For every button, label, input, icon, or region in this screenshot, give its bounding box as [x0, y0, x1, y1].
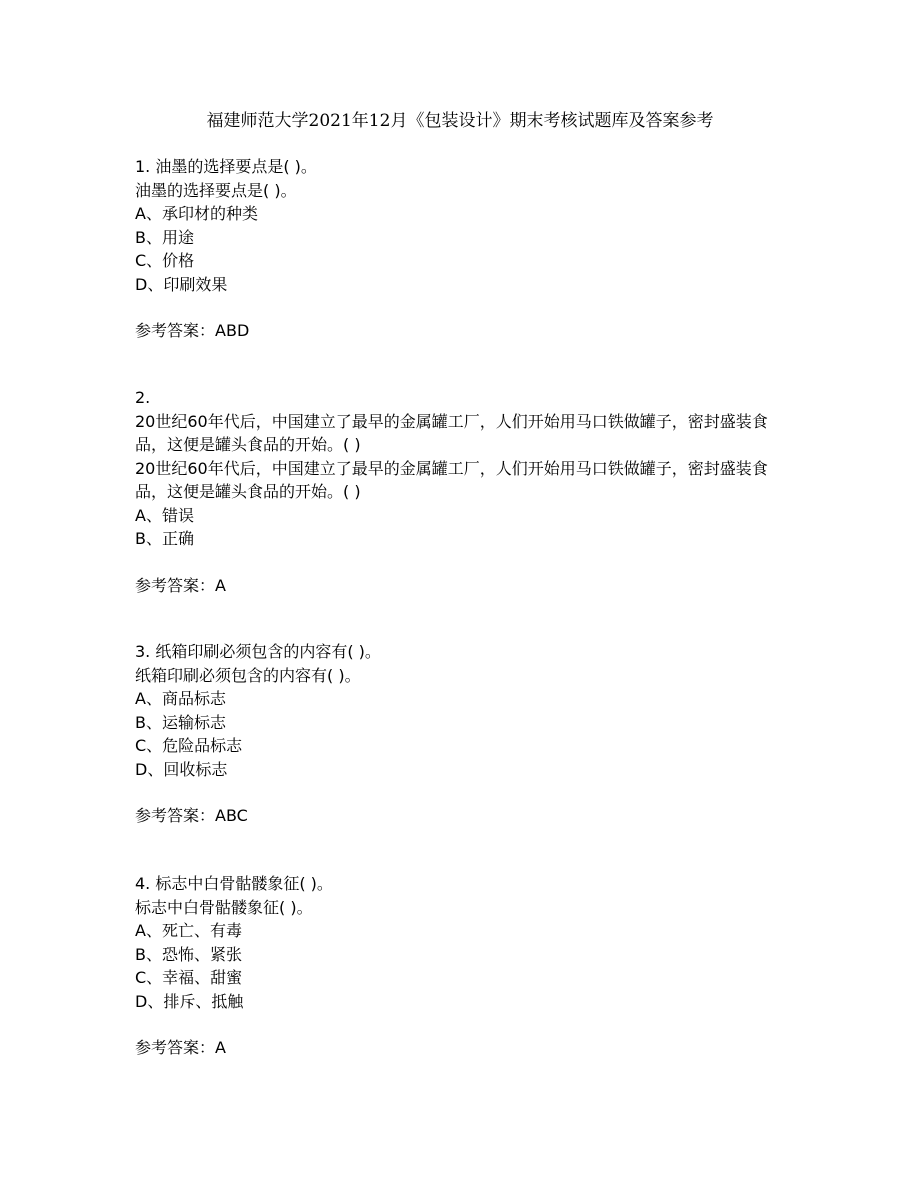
answer-value: ABD	[215, 321, 250, 340]
document-title: 福建师范大学2021年12月《包装设计》期末考核试题库及答案参考	[206, 111, 714, 131]
answer-line	[135, 319, 795, 343]
question-stem: 标志中白骨骷髅象征( )。	[135, 897, 313, 917]
answer-value: ABC	[215, 806, 248, 825]
option-b: B、运输标志	[135, 712, 226, 732]
question-1	[135, 155, 795, 343]
option-a: A、承印材的种类	[135, 204, 258, 223]
option-b: B、恐怖、紧张	[135, 944, 242, 964]
option-d: D、印刷效果	[135, 274, 228, 294]
answer-line	[135, 804, 795, 828]
answer-value: A	[215, 575, 226, 595]
question-stem: 纸箱印刷必须包含的内容有( )。	[135, 665, 361, 685]
answer-label: 参考答案：	[135, 321, 216, 340]
option-c: C、幸福、甜蜜	[135, 968, 243, 987]
option-b: B、正确	[135, 529, 194, 548]
question-heading: 1. 油墨的选择要点是( )。	[135, 157, 317, 176]
question-2	[135, 386, 795, 597]
option-a: A、错误	[135, 505, 194, 525]
option-b: B、用途	[135, 227, 194, 247]
option-a: A、商品标志	[135, 689, 226, 708]
question-stem: 20世纪60年代后，中国建立了最早的金属罐工厂，人们开始用马口铁做罐子，密封盛装食品，这便是罐头食品的开始。( )	[135, 411, 768, 454]
option-c: C、危险品标志	[135, 736, 243, 755]
answer-label: 参考答案：	[135, 575, 216, 595]
answer-value: A	[215, 1038, 226, 1057]
answer-label: 参考答案：	[135, 1038, 216, 1057]
question-4	[135, 872, 795, 1060]
answer-line	[135, 574, 795, 598]
question-heading: 3. 纸箱印刷必须包含的内容有( )。	[135, 642, 381, 661]
answer-label: 参考答案：	[135, 806, 216, 825]
question-stem: 油墨的选择要点是( )。	[135, 180, 297, 200]
question-stem-repeat: 20世纪60年代后，中国建立了最早的金属罐工厂，人们开始用马口铁做罐子，密封盛装食品，这便是罐头食品的开始。( )	[135, 458, 768, 501]
option-d: D、回收标志	[135, 759, 228, 779]
option-a: A、死亡、有毒	[135, 921, 242, 940]
answer-line	[135, 1036, 795, 1060]
option-d: D、排斥、抵触	[135, 991, 244, 1011]
question-heading: 4. 标志中白骨骷髅象征( )。	[135, 874, 333, 893]
option-c: C、价格	[135, 251, 195, 270]
question-heading: 2.	[135, 388, 151, 407]
question-3	[135, 640, 795, 828]
